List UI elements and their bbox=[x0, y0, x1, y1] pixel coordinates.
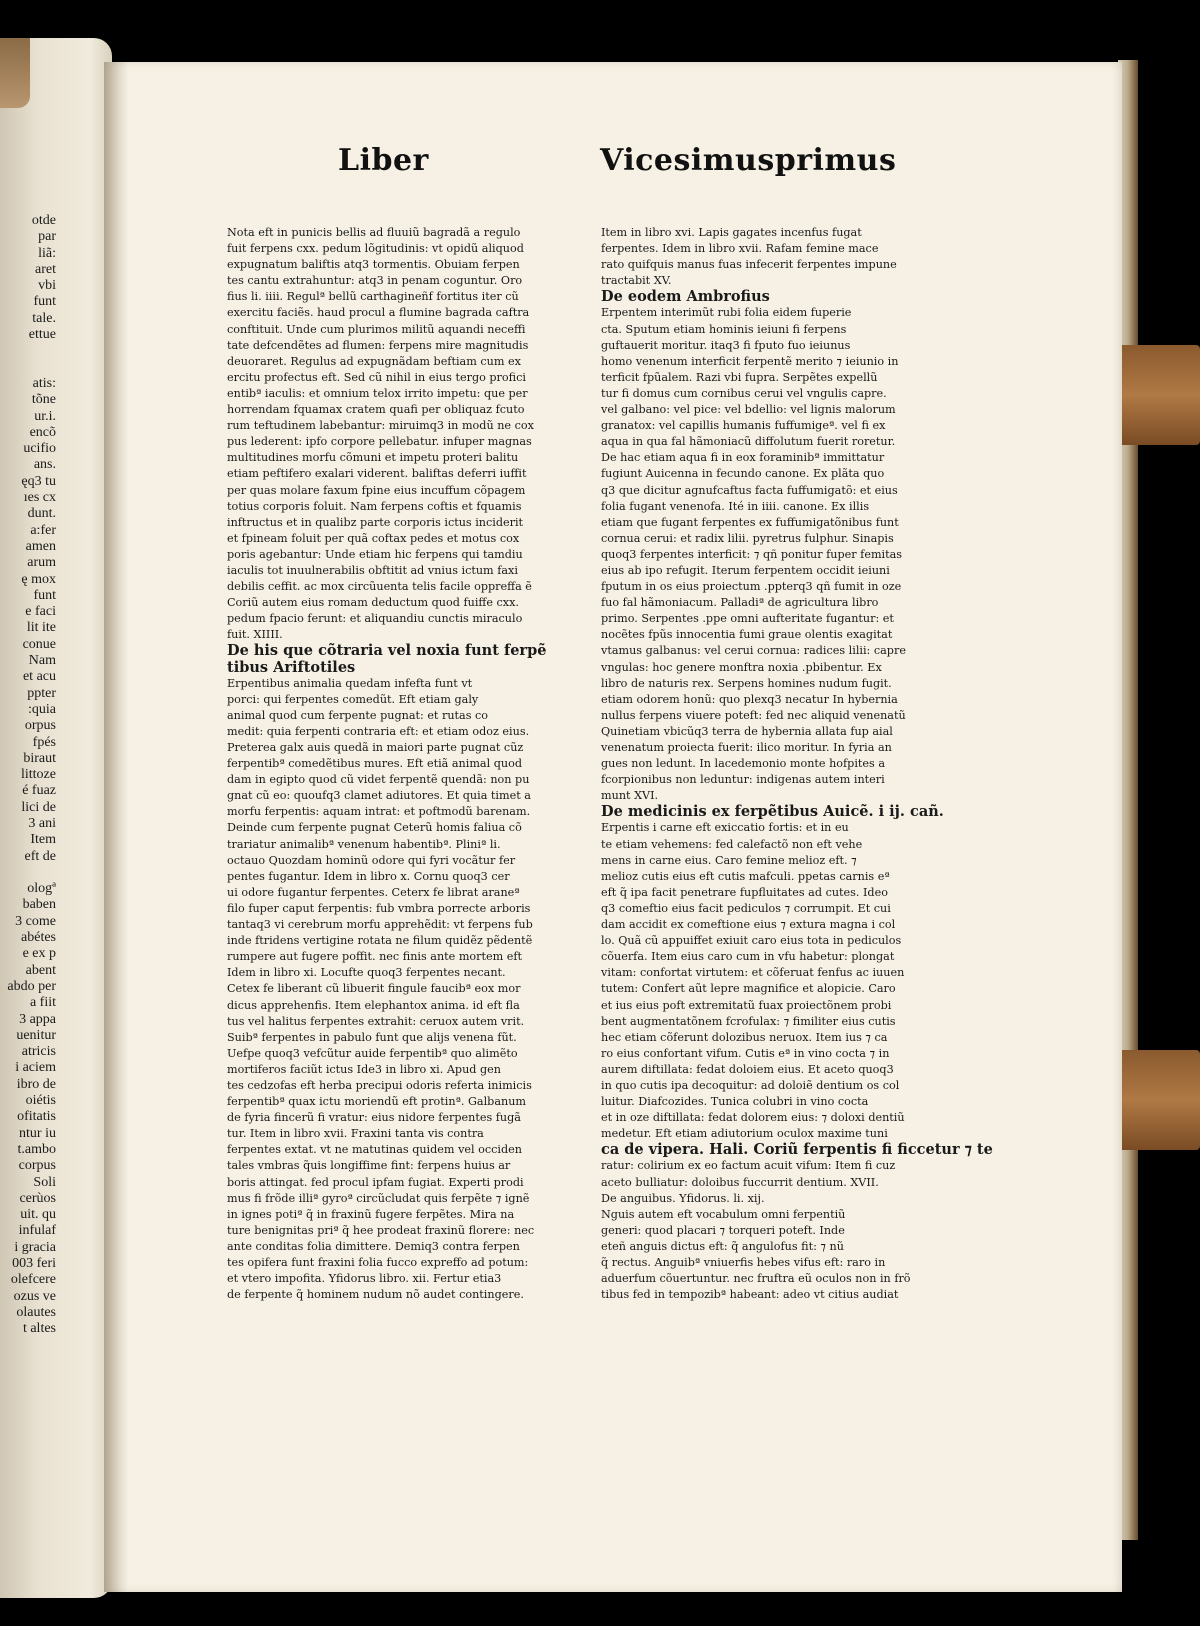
text-line: tibus fed in tempozibª habeant: adeo vt citius audiat bbox=[601, 1288, 899, 1302]
text-line: Deinde cum ferpente pugnat Ceterũ homis faliua cõ bbox=[227, 821, 522, 835]
previous-page-line: orpus bbox=[24, 718, 56, 734]
previous-page-line: encõ bbox=[29, 424, 56, 440]
text-line: conftituit. Unde cum plurimos militũ aquandi neceffi bbox=[227, 322, 526, 336]
previous-page-text bbox=[0, 213, 56, 1337]
text-line: ferpentibª quax ictu moriendũ eft protinª. Galbanum bbox=[227, 1095, 527, 1109]
text-line: ratur: colirium ex eo factum acuit vifum: Item fi cuz bbox=[601, 1159, 896, 1173]
text-line: tate defcendẽtes ad flumen: ferpens mire magnitudis bbox=[227, 338, 529, 352]
text-line: granatox: vel capillis humanis fuffumigeª. vel fi ex bbox=[601, 419, 886, 433]
text-line: Uefpe quoq3 vefcũtur auide ferpentibª quo alimẽto bbox=[227, 1046, 518, 1060]
text-line: eius ab ipo refugit. Iterum ferpentem occidit ieiuni bbox=[601, 563, 890, 577]
text-line: fuit ferpens cxx. pedum lõgitudinis: vt opidũ aliquod bbox=[227, 242, 524, 256]
text-line: fuo fal hãmoniacum. Palladiª de agricultura libro bbox=[601, 596, 879, 610]
text-line: nocẽtes fpũs innocentia fumi graue olentis exagitat bbox=[601, 628, 893, 642]
previous-page-line: amen bbox=[25, 538, 56, 554]
previous-page-line: infulaf bbox=[18, 1223, 56, 1239]
text-line: inde ftridens vertigine rotata ne filum quidẽz pẽdentẽ bbox=[227, 934, 533, 948]
text-line: guftauerit moritur. itaq3 fi fputo fuo ieiunus bbox=[601, 338, 851, 352]
previous-page-line: :quia bbox=[28, 701, 56, 717]
text-line: Erpentem interimũt rubi folia eidem fuperie bbox=[601, 306, 852, 320]
text-line: lo. Quã cũ appuiffet exiuit caro eius tota in pediculos bbox=[601, 934, 902, 948]
previous-page-line: tõne bbox=[31, 392, 56, 408]
previous-page-line: ucifio bbox=[23, 441, 56, 457]
previous-page-line: ntur iu bbox=[19, 1125, 56, 1141]
text-line: iaculis tot inuulnerabilis obftitit ad vnius ictum faxi bbox=[227, 563, 518, 577]
previous-page-line: liã: bbox=[38, 245, 56, 261]
previous-page-line: e faci bbox=[25, 604, 56, 620]
text-line: venenatum proiecta fuerit: ilico moritur. In fyria an bbox=[601, 741, 892, 754]
text-line: porci: qui ferpentes comedũt. Eft etiam galy bbox=[227, 692, 479, 706]
text-line: terficit fpũalem. Razi vbi fupra. Serpẽtes expellũ bbox=[601, 370, 878, 384]
text-line: cornua cerui: et radix lilii. pyretrus fulphur. Sinapis bbox=[601, 531, 894, 545]
text-line: rato quifquis manus fuas infecerit ferpentes impune bbox=[601, 258, 897, 272]
text-line: De anguibus. Yfidorus. li. xij. bbox=[601, 1191, 765, 1205]
text-line: tractabit XV. bbox=[601, 274, 672, 288]
previous-page bbox=[0, 38, 112, 1598]
text-line: eft q̃ ipa facit penetrare fupfluitates ad cutes. Ideo bbox=[601, 885, 888, 899]
previous-page-line: ppter bbox=[27, 685, 56, 701]
text-line: ferpentes extat. vt ne matutinas quidem vel occiden bbox=[227, 1143, 522, 1157]
previous-page-line: cerùos bbox=[19, 1190, 56, 1206]
text-line: tibus Ariftotiles bbox=[227, 658, 356, 676]
previous-page-line: par bbox=[38, 229, 56, 245]
text-line: Suibª ferpentes in pabulo funt que alijs venena fũt. bbox=[227, 1030, 517, 1044]
previous-page-line: ofitatis bbox=[17, 1109, 56, 1125]
previous-page-line: ur.i. bbox=[34, 408, 56, 424]
text-line: debilis ceffit. ac mox circũuenta telis facile oppreffa ẽ bbox=[227, 580, 532, 594]
text-line: etiam que fugant ferpentes ex fuffumigatõnibus funt bbox=[601, 515, 899, 529]
text-line: fugiunt Auicenna in fecundo canone. Ex plãta quo bbox=[601, 467, 885, 481]
text-line: boris attingat. fed procul ipfam fugiat. Experti prodi bbox=[227, 1175, 524, 1189]
text-line: generi: quod placari ⁊ torqueri poteft. Inde bbox=[601, 1223, 845, 1237]
text-line: munt XVI. bbox=[601, 789, 659, 803]
previous-page-line: Soli bbox=[33, 1174, 56, 1190]
text-line: morfu ferpentis: aquam intrat: et poftmodũ barenam. bbox=[227, 805, 531, 819]
text-line: ui odore fugantur ferpentes. Ceterx fe librat araneª bbox=[227, 885, 520, 899]
text-line: Coriũ autem eius romam deductum quod fuiffe cxx. bbox=[227, 596, 519, 610]
text-line: mens in carne eius. Caro femine melioz eft. ⁊ bbox=[601, 853, 857, 867]
text-line: nullus ferpens viuere poteft: fed nec aliquid venenatũ bbox=[601, 708, 906, 722]
text-line: melioz cutis eius eft cutis mafculi. ppetas carnis eª bbox=[601, 869, 890, 883]
text-line: gues non ledunt. In lacedemonio monte hofpites a bbox=[601, 757, 886, 771]
text-line: vngulas: hoc genere monftra noxia .pbibentur. Ex bbox=[601, 660, 882, 674]
previous-page-line: é fuaz bbox=[22, 783, 56, 799]
text-line: De eodem Ambrofius bbox=[601, 288, 770, 306]
text-line: ture benignitas priª q̃ hee prodeat fraxinũ florere: nec bbox=[227, 1223, 535, 1237]
previous-page-line: Nam bbox=[28, 653, 56, 669]
text-line: et ius eius poft extremitatũ fuax proiectõnem probi bbox=[601, 998, 892, 1012]
previous-page-line: 3 appa bbox=[19, 1011, 56, 1027]
text-line: et fpineam foluit per quã coftax pedes et motus cox bbox=[227, 531, 520, 545]
leather-strap-bottom bbox=[1118, 1050, 1200, 1150]
text-line: De his que cõtraria vel noxia funt ferpẽ bbox=[227, 642, 547, 660]
text-line: trariatur animalibª venenum habentibª. Pliniª li. bbox=[227, 837, 501, 851]
text-line: Quinetiam vbicũq3 terra de hybernia allata fup aial bbox=[601, 724, 893, 738]
text-line: filo fuper caput ferpentis: fub vmbra porrecte arboris bbox=[227, 901, 531, 915]
previous-page-line: lit ite bbox=[26, 620, 56, 636]
text-line: bent augmentatõnem fcrofulax: ⁊ fimiliter eius cutis bbox=[601, 1014, 896, 1028]
previous-page-line: uit. qu bbox=[20, 1207, 56, 1223]
text-line: ro eius confortant vifum. Cutis eª in vino cocta ⁊ in bbox=[601, 1046, 890, 1060]
text-column-left bbox=[227, 225, 547, 1303]
text-line: ercitu profectus eft. Sed cũ nihil in eius tergo profici bbox=[227, 370, 526, 384]
previous-page-line: tale. bbox=[32, 310, 56, 326]
text-line: totius corporis foluit. Nam ferpens coftis et fquamis bbox=[227, 499, 522, 513]
text-line: pedum fpacio ferunt: et aliquandiu cunctis miraculo bbox=[227, 612, 523, 626]
text-line: tes opifera funt fraxini folia fucco expreffo ad potum: bbox=[227, 1256, 529, 1269]
previous-page-line: 003 feri bbox=[12, 1256, 56, 1271]
text-line: dicus apprehenfis. Item elephantox anima. id eft fla bbox=[227, 998, 520, 1012]
text-line: fcorpionibus non leduntur: indigenas autem interi bbox=[601, 773, 885, 787]
running-head-right: Vicesimusprimus bbox=[600, 143, 897, 178]
text-line: Item in libro xvi. Lapis gagates incenfus fugat bbox=[601, 226, 862, 239]
text-line: mortiferos faciũt ictus Ide3 in libro xi. Apud gen bbox=[227, 1062, 501, 1076]
text-line: te etiam vehemens: fed calefactõ non eft vehe bbox=[601, 837, 863, 851]
text-line: in ignes potiª q̃ in fraxinũ fugere ferpẽtes. Mira na bbox=[227, 1207, 515, 1221]
previous-page-line: dunt. bbox=[27, 506, 56, 522]
previous-page-line: otde bbox=[31, 213, 56, 228]
text-line: homo venenum interficit ferpentẽ merito ⁊ ieiunio in bbox=[601, 354, 899, 368]
previous-page-line: oiétis bbox=[25, 1093, 56, 1109]
text-line: tes cantu extrahuntur: atq3 in penam coguntur. Oro bbox=[227, 274, 523, 288]
previous-page-line: funt bbox=[33, 294, 56, 310]
text-line: etiam odorem honũ: quo plexq3 necatur In hybernia bbox=[601, 692, 898, 706]
text-line: cta. Sputum etiam hominis ieiuni fi ferpens bbox=[601, 322, 847, 336]
text-line: q3 que dicitur agnufcaftus facta fuffumigatõ: et eius bbox=[601, 483, 898, 497]
previous-page-line: ettue bbox=[28, 327, 56, 343]
text-line: aurem diftillata: fedat doloiem eius. Et aceto quoq3 bbox=[601, 1062, 894, 1076]
previous-page-line: abent bbox=[25, 962, 56, 978]
text-line: expugnatum baliftis atq3 tormentis. Obuiam ferpen bbox=[227, 258, 520, 272]
text-line: multitudines morfu cõmuni et impetu proteri balitu bbox=[227, 451, 519, 465]
text-column-right bbox=[601, 225, 993, 1303]
text-line: rumpere aut fugere poffit. nec finis ante mortem eft bbox=[227, 950, 523, 964]
text-line: fuit. XIIII. bbox=[227, 628, 283, 642]
text-line: cõuerfa. Item eius caro cum in vfu habetur: plongat bbox=[601, 950, 895, 964]
text-line: inftructus et in qualibz parte corporis ictus inciderit bbox=[227, 515, 524, 529]
text-line: Erpentibus animalia quedam infefta funt vt bbox=[227, 676, 473, 690]
text-line: Idem in libro xi. Locufte quoq3 ferpentes necant. bbox=[227, 966, 506, 980]
previous-page-line: lici de bbox=[21, 799, 56, 815]
previous-page-line: ibro de bbox=[16, 1076, 56, 1092]
previous-page-line: a:fer bbox=[30, 522, 56, 538]
previous-page-line: olautes bbox=[16, 1304, 56, 1320]
previous-page-line: littoze bbox=[21, 767, 56, 783]
previous-page-line: ans. bbox=[33, 457, 56, 473]
text-line: octauo Quozdam hominũ odore qui fyri vocãtur fer bbox=[227, 853, 516, 867]
previous-page-line: ıes cx bbox=[23, 490, 56, 506]
text-line: tales vmbras q̃uis longiffime fint: ferpens huius ar bbox=[227, 1159, 511, 1173]
previous-page-line: ozus ve bbox=[13, 1288, 56, 1304]
text-line: gnat cũ eo: quoufq3 clamet adiutores. Et quia timet a bbox=[227, 789, 531, 803]
text-line: medetur. Eft etiam adiutorium oculox maxime tuni bbox=[601, 1127, 888, 1141]
previous-page-line: t altes bbox=[22, 1321, 56, 1337]
text-line: quoq3 ferpentes interficit: ⁊ qñ ponitur fuper femitas bbox=[601, 547, 903, 561]
previous-page-line bbox=[0, 865, 56, 881]
previous-page-line: i aciem bbox=[15, 1060, 56, 1076]
leather-strap-top bbox=[1118, 345, 1200, 445]
previous-page-line: funt bbox=[33, 587, 56, 603]
text-line: vitam: confortat virtutem: et cõferuat fenfus ac iuuen bbox=[601, 966, 905, 980]
text-line: tes cedzofas eft herba precipui odoris referta inimicis bbox=[227, 1078, 532, 1092]
previous-page-line: arum bbox=[27, 555, 56, 571]
previous-page-line: t.ambo bbox=[17, 1141, 56, 1157]
text-line: eteñ anguis dictus eft: q̃ angulofus fit: ⁊ nũ bbox=[601, 1239, 844, 1253]
text-line: aduerfum cõuertuntur. nec fruftra eũ oculos non in frõ bbox=[601, 1272, 911, 1286]
previous-page-line: eft de bbox=[24, 848, 56, 864]
previous-page-line: atricis bbox=[21, 1044, 56, 1060]
text-line: folia fugant venenofa. Ité in iiii. canone. Ex illis bbox=[601, 499, 870, 513]
text-line: entibª iaculis: et omnium telox irrito impetu: que per bbox=[227, 386, 528, 400]
text-line: animal quod cum ferpente pugnat: et rutas co bbox=[227, 708, 489, 722]
text-line: q3 comeftio eius facit pediculos ⁊ corrumpit. Et cui bbox=[601, 901, 891, 915]
text-line: poris agebantur: Unde etiam hic ferpens qui tamdiu bbox=[227, 547, 523, 561]
text-line: dam accidit ex comeftione eius ⁊ extura magna i col bbox=[601, 918, 896, 932]
binding-fragment bbox=[0, 38, 30, 108]
text-line: vtamus galbanus: vel cerui cornua: radices lilii: capre bbox=[601, 644, 906, 658]
text-line: fius li. iiii. Regulª bellũ carthagineñf fortitus iter cũ bbox=[227, 290, 519, 304]
previous-page-line: aret bbox=[35, 261, 56, 277]
previous-page-line bbox=[0, 360, 56, 376]
text-line: aceto bulliatur: doloibus fuccurrit dentium. XVII. bbox=[601, 1175, 879, 1189]
text-line: primo. Serpentes .ppe omni aufteritate fugantur: et bbox=[601, 612, 894, 626]
text-line: Cetex fe liberant cũ libuerit fingule faucibª eox mor bbox=[227, 982, 521, 996]
previous-page-line: uenitur bbox=[16, 1027, 56, 1043]
previous-page-line: ę mox bbox=[21, 571, 56, 587]
text-line: et in oze diftillata: fedat dolorem eius: ⁊ doloxi dentiũ bbox=[601, 1111, 905, 1125]
text-line: luitur. Diafcozides. Tunica colubri in vino cocta bbox=[601, 1095, 869, 1109]
text-line: per quas molare faxum fpine eius incuffum cõpagem bbox=[227, 483, 526, 497]
text-line: tur fi domus cum cornibus cerui vel vngulis capre. bbox=[601, 386, 887, 400]
text-line: tus vel halitus ferpentes extrahit: ceruox autem vrit. bbox=[227, 1014, 525, 1028]
text-line: pus lederent: ipfo corpore pellebatur. infuper magnas bbox=[227, 435, 532, 449]
text-line: dam in egipto quod cũ videt ferpentẽ quendã: non pu bbox=[227, 773, 530, 787]
text-line: hec etiam cõferunt dolozibus neruox. Item ius ⁊ ca bbox=[601, 1030, 888, 1044]
text-line: aqua in qua fal hãmoniacũ diffolutum fuerit roretur. bbox=[601, 435, 896, 449]
text-line: Nguis autem eft vocabulum omni ferpentiũ bbox=[601, 1207, 846, 1221]
previous-page-line: i gracia bbox=[14, 1239, 56, 1255]
previous-page-line: abétes bbox=[21, 930, 56, 946]
previous-page-line: biraut bbox=[23, 750, 56, 766]
previous-page-line: 3 come bbox=[15, 913, 56, 929]
text-line: horrendam fquamax cratem quafi per obliquaz fcuto bbox=[227, 403, 525, 417]
previous-page-line: abdo per bbox=[7, 978, 56, 994]
text-line: vel galbano: vel pice: vel bdellio: vel lignis malorum bbox=[601, 403, 896, 417]
page-gutter-shadow bbox=[104, 62, 128, 1592]
previous-page-line: baben bbox=[22, 897, 56, 913]
text-line: tutem: Confert aũt lepre magnifice et alopicie. Caro bbox=[601, 982, 896, 996]
previous-page-line: conue bbox=[22, 636, 56, 652]
previous-page-line: atis: bbox=[32, 375, 56, 391]
previous-page-line: e ex p bbox=[22, 946, 56, 962]
text-line: et vtero impofita. Yfidorus libro. xii. Fertur etia3 bbox=[227, 1272, 502, 1286]
text-line: medit: quia ferpenti contraria eft: et etiam odoz eius. bbox=[227, 724, 530, 738]
text-line: mus fi frõde illiª gyroª circũcludat quis ferpẽte ⁊ ignẽ bbox=[227, 1191, 530, 1205]
text-line: deuoraret. Regulus ad expugnãdam beftiam cum ex bbox=[227, 354, 521, 368]
text-line: ferpentes. Idem in libro xvii. Rafam femine mace bbox=[601, 242, 879, 256]
previous-page-line: corpus bbox=[18, 1158, 56, 1174]
previous-page-line: olefcere bbox=[10, 1272, 56, 1288]
text-line: ferpentibª comedẽtibus mures. Eft etiã animal quod bbox=[227, 757, 522, 771]
text-line: rum teftudinem labebantur: miruimq3 in modũ ne cox bbox=[227, 419, 534, 433]
previous-page-line: Item bbox=[30, 832, 56, 848]
text-line: De medicinis ex ferpẽtibus Auicẽ. i ij. cañ. bbox=[601, 803, 944, 821]
text-line: pentes fugantur. Idem in libro x. Cornu quoq3 cer bbox=[227, 869, 510, 883]
text-line: tantaq3 vi cerebrum morfu apprehẽdit: vt ferpens fub bbox=[227, 918, 533, 932]
text-line: fputum in os eius proiectum .ppterq3 qñ fumit in oze bbox=[601, 580, 902, 594]
running-head-left: Liber bbox=[338, 143, 429, 178]
text-line: Nota eft in punicis bellis ad fluuiũ bagradã a regulo bbox=[227, 226, 521, 239]
text-line: in quo cutis ipa decoquitur: ad doloiẽ dentium os col bbox=[601, 1078, 900, 1092]
text-line: De hac etiam aqua fi in eox foraminibª immittatur bbox=[601, 451, 885, 465]
previous-page-line: et acu bbox=[22, 669, 56, 685]
text-line: Preterea galx auis quedã in maiori parte pugnat cũz bbox=[227, 741, 524, 754]
previous-page-line: ologª bbox=[27, 881, 56, 897]
previous-page-line: fpés bbox=[32, 734, 56, 750]
previous-page-line: a fiit bbox=[29, 995, 56, 1011]
text-line: de fyria fincerũ fi vratur: eius nidore ferpentes fugã bbox=[227, 1111, 521, 1125]
text-line: libro de naturis rex. Serpens homines nudum fugit. bbox=[601, 676, 892, 690]
text-line: ca de vipera. Hali. Coriũ ferpentis fi ficcetur ⁊ te bbox=[601, 1141, 993, 1159]
previous-page-line bbox=[0, 343, 56, 359]
previous-page-line: ęq3 tu bbox=[21, 473, 56, 489]
text-line: etiam peftifero exalari viderent. baliftas deferri iuffit bbox=[227, 467, 527, 481]
text-line: q̃ rectus. Anguibª vniuerfis hebes vifus eft: raro in bbox=[601, 1256, 886, 1269]
text-line: tur. Item in libro xvii. Fraxini tanta vis contra bbox=[227, 1127, 484, 1141]
text-line: Erpentis i carne eft exiccatio fortis: et in eu bbox=[601, 821, 849, 835]
previous-page-line: vbi bbox=[38, 278, 56, 294]
previous-page-line: 3 ani bbox=[28, 815, 56, 831]
text-line: de ferpente q̃ hominem nudum nõ audet contingere. bbox=[227, 1288, 524, 1302]
text-line: ante conditas folia dimittere. Demiq3 contra ferpen bbox=[227, 1239, 520, 1253]
text-line: exercitu faciẽs. haud procul a flumine bagrada caftra bbox=[227, 306, 530, 320]
